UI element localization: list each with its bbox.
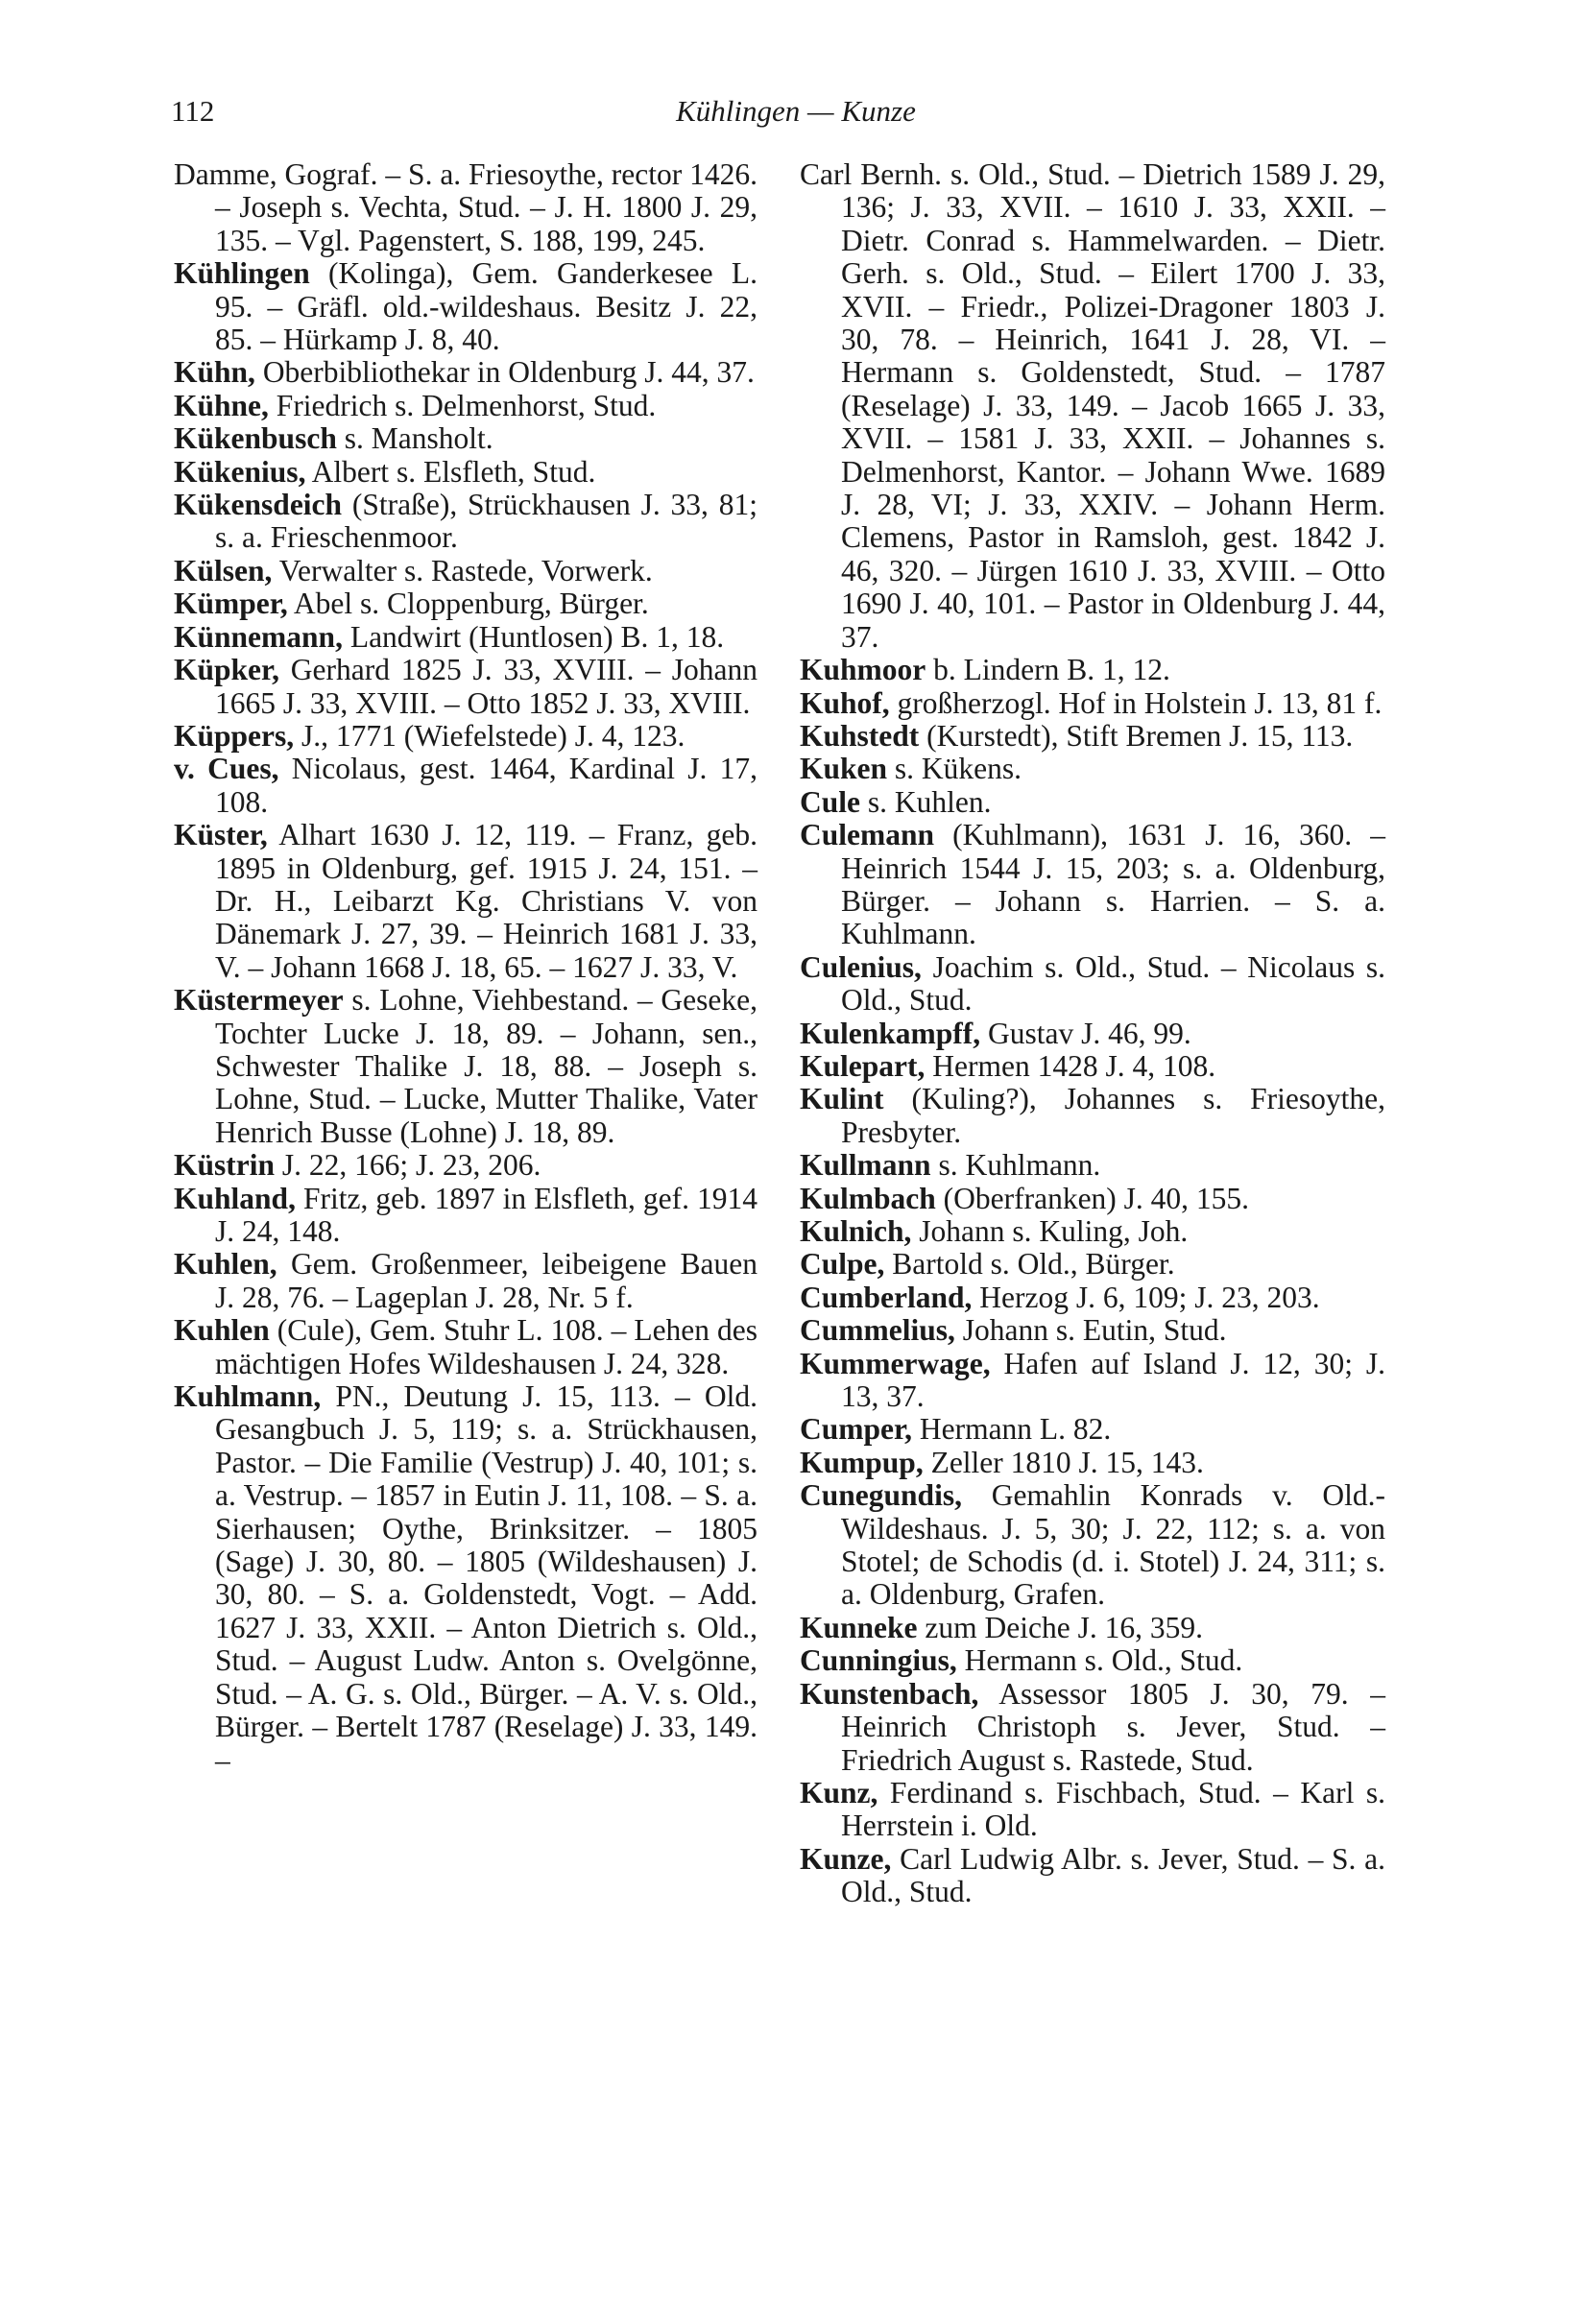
index-entry (800, 1413, 1385, 1446)
entry-headword: Culemann (800, 818, 935, 852)
index-entry (174, 356, 757, 389)
index-entry (174, 621, 757, 654)
entry-headword: Kullmann (800, 1148, 931, 1183)
index-entry (174, 753, 757, 819)
entry-text: Damme, Gograf. – S. a. Friesoythe, rector 1426. – Joseph s. Vechta, Stud. – J. H. 1800 J. 29, 135. – Vgl. Pagenstert, S. 188, 199, 245. (174, 157, 757, 257)
entry-text: Gem. Großenmeer, leibeigene Bauen J. 28, 76. – Lageplan J. 28, Nr. 5 f. (215, 1247, 757, 1314)
index-entry (174, 555, 757, 587)
entry-headword: Cunegundis, (800, 1478, 962, 1513)
entry-headword: Kükensdeich (174, 488, 343, 522)
index-entry (800, 1149, 1385, 1182)
entry-headword: Kümper, (174, 587, 288, 621)
entry-text: Gustav J. 46, 99. (980, 1016, 1191, 1050)
index-entry (800, 1644, 1385, 1677)
index-entry (800, 1083, 1385, 1149)
entry-headword: Kunze, (800, 1841, 892, 1876)
entry-text: (Kolinga), Gem. Ganderkesee L. 95. – Gräfl. old.-wildeshaus. Besitz J. 22, 85. – Hürkamp J. 8, 40. (215, 256, 757, 357)
entry-headword: Kuhlen (174, 1313, 270, 1348)
entry-headword: Cummelius, (800, 1313, 955, 1348)
entry-headword: Kumpup, (800, 1445, 924, 1479)
entry-headword: Künnemann, (174, 619, 343, 654)
entry-text: (Kuhlmann), 1631 J. 16, 360. – Heinrich 1544 J. 15, 203; s. a. Oldenburg, Bürger. – Johann s. Harrien. – S. a. Kuhlmann. (841, 818, 1385, 951)
entry-headword: Kükenius, (174, 454, 306, 489)
page-header (171, 94, 1421, 132)
index-entry (800, 786, 1385, 819)
entry-headword: Cunningius, (800, 1643, 957, 1678)
entry-headword: Külsen, (174, 553, 273, 587)
entry-text: Verwalter s. Rastede, Vorwerk. (272, 553, 653, 587)
index-entry (174, 984, 757, 1149)
entry-headword: Kuhstedt (800, 718, 920, 753)
index-entry (174, 720, 757, 753)
index-entry (800, 1018, 1385, 1050)
index-entry (800, 1843, 1385, 1909)
entry-text: s. Kükens. (887, 752, 1022, 786)
index-entry (800, 819, 1385, 951)
entry-headword: Kuhlmann, (174, 1379, 322, 1414)
entry-headword: Kunz, (800, 1775, 878, 1809)
entry-headword: Kuhof, (800, 685, 890, 720)
entry-text: Joachim s. Old., Stud. – Nicolaus s. Old., Stud. (841, 949, 1385, 1018)
index-entry (800, 158, 1385, 654)
entry-text: Hermann s. Old., Stud. (956, 1643, 1243, 1678)
entry-text: Alhart 1630 J. 12, 119. – Franz, geb. 1895 in Oldenburg, gef. 1915 J. 24, 151. – Dr. H., Leibarzt Kg. Christians V. von Dänemark J. 27, 39. – Heinrich 1681 J. 33, V. – Johann 1668 J. 18, 65. – 1627 J. 33, V. (215, 818, 757, 984)
entry-text: Oberbibliothekar in Oldenburg J. 44, 37. (254, 355, 755, 390)
entry-text: b. Lindern B. 1, 12. (926, 653, 1170, 687)
entry-text: Gemahlin Konrads v. Old.-Wildeshaus. J. 5, 30; J. 22, 112; s. a. von Stotel; de Schodis (d. i. Stotel) J. 24, 311; s. a. Oldenburg, Grafen. (841, 1478, 1385, 1612)
index-entry (174, 489, 757, 555)
entry-text: zum Deiche J. 16, 359. (917, 1610, 1203, 1644)
index-entry (800, 1447, 1385, 1479)
index-entry (174, 422, 757, 455)
entry-headword: Kühn, (174, 355, 255, 390)
entry-text: Hafen auf Island J. 12, 30; J. 13, 37. (841, 1346, 1385, 1414)
entry-text: (Kuling?), Johannes s. Friesoythe, Presbyter. (841, 1082, 1385, 1149)
entry-text: Hermen 1428 J. 4, 108. (925, 1048, 1216, 1083)
entry-headword: Cumberland, (800, 1280, 973, 1314)
entry-text: Ferdinand s. Fischbach, Stud. – Karl s. Herrstein i. Old. (841, 1775, 1385, 1843)
index-entry (800, 1678, 1385, 1777)
entry-text: (Straße), Strückhausen J. 33, 81; s. a. Frieschenmoor. (215, 488, 757, 555)
entry-text: Johann s. Eutin, Stud. (954, 1313, 1227, 1348)
entry-headword: Kühlingen (174, 256, 310, 291)
index-entry (174, 819, 757, 984)
entry-headword: Cumper, (800, 1412, 912, 1447)
index-entry (174, 1380, 757, 1777)
entry-text: s. Mansholt. (336, 421, 493, 456)
entry-text: J. 22, 166; J. 23, 206. (275, 1148, 541, 1183)
entry-text: großherzogl. Hof in Holstein J. 13, 81 f. (889, 685, 1383, 720)
entry-text: s. Lohne, Viehbestand. – Geseke, Tochter Lucke J. 18, 89. – Johann, sen., Schwester Thalike J. 18, 88. – Joseph s. Lohne, Stud. – Lucke, Mutter Thalike, Vater Henrich Busse (Lohne) J. 18, 89. (215, 983, 757, 1149)
entry-headword: Kulnich, (800, 1214, 912, 1248)
index-entry (800, 1479, 1385, 1612)
index-entry (174, 587, 757, 620)
entry-text: Carl Ludwig Albr. s. Jever, Stud. – S. a. Old., Stud. (841, 1841, 1385, 1909)
index-entry (800, 1215, 1385, 1248)
entry-text: Abel s. Cloppenburg, Bürger. (287, 587, 649, 621)
index-entry (174, 1248, 757, 1314)
entry-text: s. Kuhlmann. (930, 1148, 1101, 1183)
entry-text: Herzog J. 6, 109; J. 23, 203. (972, 1280, 1320, 1314)
index-entry (800, 1183, 1385, 1215)
entry-text: Bartold s. Old., Bürger. (884, 1247, 1175, 1282)
index-entry (800, 654, 1385, 686)
entry-headword: Kulepart, (800, 1048, 926, 1083)
index-entry (800, 687, 1385, 720)
index-entry (174, 456, 757, 489)
entry-headword: Kükenbusch (174, 421, 337, 456)
index-entry (174, 654, 757, 720)
index-entry (174, 257, 757, 356)
entry-headword: Kuken (800, 752, 888, 786)
index-entry (800, 951, 1385, 1018)
entry-headword: Kummerwage, (800, 1346, 991, 1380)
entry-text: Albert s. Elsfleth, Stud. (305, 454, 596, 489)
entry-text: Assessor 1805 J. 30, 79. – Heinrich Christoph s. Jever, Stud. – Friedrich August s. Rastede, Stud. (841, 1676, 1385, 1777)
entry-headword: Kunstenbach, (800, 1676, 979, 1711)
entry-headword: v. Cues, (174, 752, 279, 786)
index-entry (174, 1149, 757, 1182)
index-entry (174, 158, 757, 257)
entry-text: Hermann L. 82. (911, 1412, 1112, 1447)
entry-headword: Küpker, (174, 653, 280, 687)
index-entry (800, 720, 1385, 753)
entry-headword: Cule (800, 784, 860, 819)
index-entry (800, 753, 1385, 785)
entry-headword: Kulint (800, 1082, 884, 1116)
index-entry (800, 1348, 1385, 1414)
right-column (800, 158, 1385, 1909)
running-head: Kühlingen — Kunze (676, 94, 916, 128)
entry-headword: Kuhmoor (800, 653, 926, 687)
left-column (174, 158, 757, 1777)
entry-text: s. Kuhlen. (860, 784, 992, 819)
entry-headword: Küppers, (174, 718, 295, 753)
index-entry (800, 1777, 1385, 1843)
entry-headword: Küstrin (174, 1148, 276, 1183)
entry-text: (Kurstedt), Stift Bremen J. 15, 113. (919, 718, 1354, 753)
index-entry (800, 1612, 1385, 1644)
entry-headword: Culpe, (800, 1247, 885, 1282)
index-entry (800, 1248, 1385, 1281)
entry-text: Friedrich s. Delmenhorst, Stud. (268, 388, 657, 422)
entry-text: Gerhard 1825 J. 33, XVIII. – Johann 1665 J. 33, XVIII. – Otto 1852 J. 33, XVIII. (215, 653, 757, 720)
entry-headword: Küster, (174, 818, 268, 852)
entry-text: Carl Bernh. s. Old., Stud. – Dietrich 1589 J. 29, 136; J. 33, XVII. – 1610 J. 33, XXII. – Dietr. Conrad s. Hammelwarden. – Dietr. Gerh. s. Old., Stud. – Eilert 1700 J. 33, XVII. – Friedr., Polizei-Dragoner 1803 J. 30, 78. – Heinrich, 1641 J. 28, VI. – Hermann s. Goldenstedt, Stud. – 1787 (Reselage) J. 33, 149. – Jacob 1665 J. 33, XVII. – 1581 J. 33, XXII. – Johannes s. Delmenhorst, Kantor. – Johann Wwe. 1689 J. 28, VI; J. 33, XXIV. – Johann Herm. Clemens, Pastor in Ramsloh, gest. 1842 J. 46, 320. – Jürgen 1610 J. 33, XVIII. – Otto 1690 J. 40, 101. – Pastor in Oldenburg J. 44, 37. (800, 157, 1385, 654)
entry-text: (Oberfranken) J. 40, 155. (935, 1181, 1250, 1215)
entry-text: PN., Deutung J. 15, 113. – Old. Gesangbuch J. 5, 119; s. a. Strückhausen, Pastor. – Die Familie (Vestrup) J. 40, 101; s. a. Vestrup. – 1857 in Eutin J. 11, 108. – S. a. Sierhausen; Oythe, Brinksitzer. – 1805 (Sage) J. 30, 80. – 1805 (Wildeshausen) J. 30, 80. – S. a. Goldenstedt, Vogt. – Add. 1627 J. 33, XXII. – Anton Dietrich s. Old., Stud. – August Ludw. Anton s. Ovelgönne, Stud. – A. G. s. Old., Bürger. – A. V. s. Old., Bürger. – Bertelt 1787 (Reselage) J. 33, 149. – (215, 1379, 757, 1777)
entry-headword: Kuhland, (174, 1181, 296, 1215)
entry-headword: Kulenkampff, (800, 1016, 981, 1050)
entry-headword: Küstermeyer (174, 983, 344, 1018)
entry-headword: Kuhlen, (174, 1247, 277, 1282)
entry-text: Johann s. Kuling, Joh. (911, 1214, 1189, 1248)
index-entry (174, 1314, 757, 1380)
index-entry (800, 1282, 1385, 1314)
entry-headword: Kühne, (174, 388, 269, 422)
entry-text: Fritz, geb. 1897 in Elsfleth, gef. 1914 J. 24, 148. (215, 1181, 757, 1248)
page-number: 112 (171, 94, 215, 128)
index-entry (174, 390, 757, 422)
entry-text: (Cule), Gem. Stuhr L. 108. – Lehen des mächtigen Hofes Wildeshausen J. 24, 328. (215, 1313, 757, 1380)
entry-text: Nicolaus, gest. 1464, Kardinal J. 17, 108. (215, 752, 757, 819)
entry-headword: Kulmbach (800, 1181, 936, 1215)
entry-text: J., 1771 (Wiefelstede) J. 4, 123. (294, 718, 685, 753)
index-entry (174, 1183, 757, 1249)
index-entry (800, 1050, 1385, 1083)
entry-text: Landwirt (Huntlosen) B. 1, 18. (342, 619, 725, 654)
entry-headword: Kunneke (800, 1610, 918, 1644)
index-entry (800, 1314, 1385, 1347)
entry-text: Zeller 1810 J. 15, 143. (923, 1445, 1204, 1479)
entry-headword: Culenius, (800, 949, 922, 984)
